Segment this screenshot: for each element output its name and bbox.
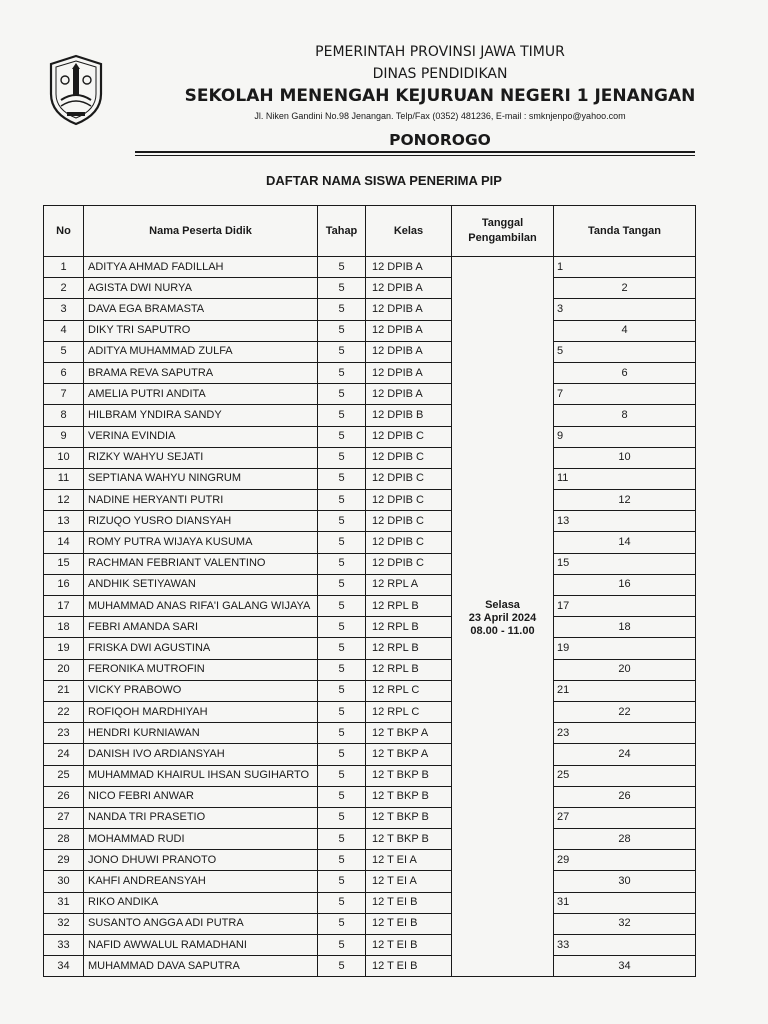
column-header-date-line1: Tanggal xyxy=(481,217,524,229)
row-number: 24 xyxy=(44,744,84,765)
row-stage: 5 xyxy=(318,447,366,468)
signature-slot: 24 xyxy=(554,744,696,765)
row-stage: 5 xyxy=(318,871,366,892)
row-stage: 5 xyxy=(318,278,366,299)
signature-slot: 23 xyxy=(554,723,696,744)
row-class: 12 T BKP A xyxy=(366,744,452,765)
row-stage: 5 xyxy=(318,299,366,320)
student-name: ADITYA MUHAMMAD ZULFA xyxy=(84,341,318,362)
row-number: 22 xyxy=(44,701,84,722)
table-row xyxy=(44,405,696,426)
row-number: 3 xyxy=(44,299,84,320)
row-number: 15 xyxy=(44,553,84,574)
student-name: FEBRI AMANDA SARI xyxy=(84,617,318,638)
signature-slot: 27 xyxy=(554,807,696,828)
signature-slot: 8 xyxy=(554,405,696,426)
student-name: RIZKY WAHYU SEJATI xyxy=(84,447,318,468)
row-class: 12 DPIB A xyxy=(366,341,452,362)
signature-slot: 19 xyxy=(554,638,696,659)
row-number: 17 xyxy=(44,596,84,617)
row-number: 13 xyxy=(44,511,84,532)
row-number: 4 xyxy=(44,320,84,341)
row-number: 2 xyxy=(44,278,84,299)
department-name: DINAS PENDIDIKAN xyxy=(372,66,508,82)
signature-slot: 12 xyxy=(554,490,696,511)
row-number: 25 xyxy=(44,765,84,786)
column-header-date xyxy=(452,206,554,257)
signature-slot: 11 xyxy=(554,468,696,489)
row-class: 12 RPL A xyxy=(366,574,452,595)
signature-slot: 4 xyxy=(554,320,696,341)
row-stage: 5 xyxy=(318,659,366,680)
table-row xyxy=(44,871,696,892)
row-stage: 5 xyxy=(318,405,366,426)
student-name: SEPTIANA WAHYU NINGRUM xyxy=(84,468,318,489)
row-class: 12 DPIB A xyxy=(366,320,452,341)
student-name: VERINA EVINDIA xyxy=(84,426,318,447)
row-class: 12 RPL B xyxy=(366,659,452,680)
row-stage: 5 xyxy=(318,807,366,828)
table-row xyxy=(44,574,696,595)
pickup-day: Selasa xyxy=(485,599,520,612)
row-class: 12 DPIB A xyxy=(366,278,452,299)
student-name: SUSANTO ANGGA ADI PUTRA xyxy=(84,913,318,934)
table-row xyxy=(44,384,696,405)
row-number: 21 xyxy=(44,680,84,701)
signature-slot: 32 xyxy=(554,913,696,934)
row-stage: 5 xyxy=(318,362,366,383)
row-class: 12 T EI B xyxy=(366,935,452,956)
signature-slot: 18 xyxy=(554,617,696,638)
table-row xyxy=(44,553,696,574)
table-row xyxy=(44,807,696,828)
row-number: 7 xyxy=(44,384,84,405)
row-class: 12 RPL C xyxy=(366,680,452,701)
row-class: 12 DPIB A xyxy=(366,362,452,383)
table-row xyxy=(44,913,696,934)
student-name: JONO DHUWI PRANOTO xyxy=(84,850,318,871)
row-number: 1 xyxy=(44,257,84,278)
row-number: 28 xyxy=(44,829,84,850)
row-class: 12 DPIB C xyxy=(366,468,452,489)
row-class: 12 DPIB B xyxy=(366,405,452,426)
row-stage: 5 xyxy=(318,384,366,405)
letterhead-divider xyxy=(135,151,695,153)
row-stage: 5 xyxy=(318,320,366,341)
signature-slot: 22 xyxy=(554,701,696,722)
student-name: HENDRI KURNIAWAN xyxy=(84,723,318,744)
student-name: NICO FEBRI ANWAR xyxy=(84,786,318,807)
row-class: 12 DPIB C xyxy=(366,511,452,532)
signature-slot: 28 xyxy=(554,829,696,850)
row-number: 9 xyxy=(44,426,84,447)
row-stage: 5 xyxy=(318,680,366,701)
pickup-date: 23 April 2024 xyxy=(468,612,537,625)
row-number: 6 xyxy=(44,362,84,383)
student-name: RACHMAN FEBRIANT VALENTINO xyxy=(84,553,318,574)
student-name: VICKY PRABOWO xyxy=(84,680,318,701)
row-stage: 5 xyxy=(318,426,366,447)
row-number: 19 xyxy=(44,638,84,659)
pickup-schedule xyxy=(452,595,553,638)
table-row xyxy=(44,829,696,850)
table-row xyxy=(44,596,696,617)
student-name: ROFIQOH MARDHIYAH xyxy=(84,701,318,722)
student-name: NADINE HERYANTI PUTRI xyxy=(84,490,318,511)
row-stage: 5 xyxy=(318,913,366,934)
student-name: DAVA EGA BRAMASTA xyxy=(84,299,318,320)
row-stage: 5 xyxy=(318,744,366,765)
east-java-province-crest-icon xyxy=(47,54,105,126)
row-stage: 5 xyxy=(318,341,366,362)
signature-slot: 20 xyxy=(554,659,696,680)
signature-slot: 3 xyxy=(554,299,696,320)
row-number: 32 xyxy=(44,913,84,934)
recipient-table-body xyxy=(44,257,696,977)
column-header-class: Kelas xyxy=(366,206,452,257)
row-stage: 5 xyxy=(318,786,366,807)
row-stage: 5 xyxy=(318,468,366,489)
table-row xyxy=(44,257,696,278)
row-number: 27 xyxy=(44,807,84,828)
row-stage: 5 xyxy=(318,617,366,638)
recipient-table xyxy=(43,205,696,977)
row-stage: 5 xyxy=(318,257,366,278)
pickup-schedule-cell xyxy=(452,257,554,977)
student-name: MUHAMMAD ANAS RIFA'I GALANG WIJAYA xyxy=(84,596,318,617)
signature-slot: 29 xyxy=(554,850,696,871)
school-city: PONOROGO xyxy=(389,131,491,149)
student-name: ANDHIK SETIYAWAN xyxy=(84,574,318,595)
row-class: 12 T BKP B xyxy=(366,765,452,786)
row-number: 5 xyxy=(44,341,84,362)
table-row xyxy=(44,850,696,871)
row-class: 12 T BKP B xyxy=(366,807,452,828)
table-row xyxy=(44,511,696,532)
table-row xyxy=(44,320,696,341)
student-name: ADITYA AHMAD FADILLAH xyxy=(84,257,318,278)
school-address: Jl. Niken Gandini No.98 Jenangan. Telp/Fax (0352) 481236, E-mail : smknjenpo@yahoo.com xyxy=(254,111,626,121)
row-stage: 5 xyxy=(318,638,366,659)
table-row xyxy=(44,786,696,807)
row-class: 12 T EI A xyxy=(366,871,452,892)
row-class: 12 DPIB A xyxy=(366,257,452,278)
row-class: 12 T BKP A xyxy=(366,723,452,744)
row-class: 12 DPIB C xyxy=(366,426,452,447)
student-name: FRISKA DWI AGUSTINA xyxy=(84,638,318,659)
signature-slot: 6 xyxy=(554,362,696,383)
signature-slot: 16 xyxy=(554,574,696,595)
signature-slot: 34 xyxy=(554,956,696,977)
row-number: 29 xyxy=(44,850,84,871)
table-row xyxy=(44,278,696,299)
row-class: 12 T BKP B xyxy=(366,829,452,850)
student-name: RIKO ANDIKA xyxy=(84,892,318,913)
row-class: 12 DPIB A xyxy=(366,384,452,405)
signature-slot: 26 xyxy=(554,786,696,807)
signature-slot: 14 xyxy=(554,532,696,553)
row-class: 12 RPL C xyxy=(366,701,452,722)
row-number: 8 xyxy=(44,405,84,426)
row-stage: 5 xyxy=(318,574,366,595)
row-stage: 5 xyxy=(318,829,366,850)
student-name: DIKY TRI SAPUTRO xyxy=(84,320,318,341)
table-row xyxy=(44,701,696,722)
row-number: 14 xyxy=(44,532,84,553)
row-number: 30 xyxy=(44,871,84,892)
signature-slot: 13 xyxy=(554,511,696,532)
signature-slot: 10 xyxy=(554,447,696,468)
signature-slot: 7 xyxy=(554,384,696,405)
letterhead-divider-thin xyxy=(135,155,695,156)
row-class: 12 RPL B xyxy=(366,617,452,638)
student-name: MUHAMMAD KHAIRUL IHSAN SUGIHARTO xyxy=(84,765,318,786)
pickup-time: 08.00 - 11.00 xyxy=(470,625,535,638)
row-stage: 5 xyxy=(318,935,366,956)
signature-slot: 15 xyxy=(554,553,696,574)
table-row xyxy=(44,341,696,362)
row-stage: 5 xyxy=(318,892,366,913)
signature-slot: 30 xyxy=(554,871,696,892)
row-stage: 5 xyxy=(318,765,366,786)
row-class: 12 T EI B xyxy=(366,956,452,977)
table-header-row xyxy=(44,206,696,257)
column-header-name: Nama Peserta Didik xyxy=(84,206,318,257)
row-stage: 5 xyxy=(318,532,366,553)
row-class: 12 T BKP B xyxy=(366,786,452,807)
row-class: 12 RPL B xyxy=(366,596,452,617)
signature-slot: 31 xyxy=(554,892,696,913)
signature-slot: 9 xyxy=(554,426,696,447)
row-number: 18 xyxy=(44,617,84,638)
table-row xyxy=(44,490,696,511)
row-stage: 5 xyxy=(318,596,366,617)
row-number: 33 xyxy=(44,935,84,956)
row-class: 12 DPIB C xyxy=(366,553,452,574)
table-row xyxy=(44,447,696,468)
row-number: 31 xyxy=(44,892,84,913)
row-class: 12 DPIB C xyxy=(366,447,452,468)
signature-slot: 25 xyxy=(554,765,696,786)
government-name: PEMERINTAH PROVINSI JAWA TIMUR xyxy=(315,44,565,60)
row-number: 26 xyxy=(44,786,84,807)
signature-slot: 5 xyxy=(554,341,696,362)
student-name: FERONIKA MUTROFIN xyxy=(84,659,318,680)
row-number: 12 xyxy=(44,490,84,511)
table-row xyxy=(44,468,696,489)
student-name: RIZUQO YUSRO DIANSYAH xyxy=(84,511,318,532)
table-row xyxy=(44,362,696,383)
column-header-date-line2: Pengambilan xyxy=(468,232,537,244)
signature-slot: 33 xyxy=(554,935,696,956)
table-row xyxy=(44,659,696,680)
table-row xyxy=(44,617,696,638)
signature-slot: 2 xyxy=(554,278,696,299)
row-class: 12 T EI B xyxy=(366,913,452,934)
table-row xyxy=(44,532,696,553)
row-class: 12 T EI A xyxy=(366,850,452,871)
row-stage: 5 xyxy=(318,511,366,532)
table-row xyxy=(44,935,696,956)
student-name: MUHAMMAD DAVA SAPUTRA xyxy=(84,956,318,977)
row-stage: 5 xyxy=(318,490,366,511)
table-row xyxy=(44,723,696,744)
row-number: 11 xyxy=(44,468,84,489)
row-class: 12 T EI B xyxy=(366,892,452,913)
student-name: KAHFI ANDREANSYAH xyxy=(84,871,318,892)
table-row xyxy=(44,638,696,659)
row-number: 20 xyxy=(44,659,84,680)
table-row xyxy=(44,892,696,913)
row-stage: 5 xyxy=(318,723,366,744)
row-number: 16 xyxy=(44,574,84,595)
row-stage: 5 xyxy=(318,701,366,722)
table-row xyxy=(44,744,696,765)
row-stage: 5 xyxy=(318,956,366,977)
signature-slot: 17 xyxy=(554,596,696,617)
row-class: 12 DPIB C xyxy=(366,490,452,511)
student-name: DANISH IVO ARDIANSYAH xyxy=(84,744,318,765)
student-name: MOHAMMAD RUDI xyxy=(84,829,318,850)
table-row xyxy=(44,765,696,786)
student-name: AGISTA DWI NURYA xyxy=(84,278,318,299)
signature-slot: 21 xyxy=(554,680,696,701)
column-header-signature: Tanda Tangan xyxy=(554,206,696,257)
table-row xyxy=(44,956,696,977)
row-class: 12 DPIB C xyxy=(366,532,452,553)
column-header-stage: Tahap xyxy=(318,206,366,257)
table-row xyxy=(44,426,696,447)
row-stage: 5 xyxy=(318,850,366,871)
table-row xyxy=(44,299,696,320)
row-number: 34 xyxy=(44,956,84,977)
column-header-no: No xyxy=(44,206,84,257)
table-row xyxy=(44,680,696,701)
signature-slot: 1 xyxy=(554,257,696,278)
student-name: NAFID AWWALUL RAMADHANI xyxy=(84,935,318,956)
row-class: 12 DPIB A xyxy=(366,299,452,320)
student-name: HILBRAM YNDIRA SANDY xyxy=(84,405,318,426)
student-name: BRAMA REVA SAPUTRA xyxy=(84,362,318,383)
school-name: SEKOLAH MENENGAH KEJURUAN NEGERI 1 JENANGAN xyxy=(184,86,696,106)
row-class: 12 RPL B xyxy=(366,638,452,659)
row-number: 23 xyxy=(44,723,84,744)
student-name: AMELIA PUTRI ANDITA xyxy=(84,384,318,405)
row-number: 10 xyxy=(44,447,84,468)
document-title: DAFTAR NAMA SISWA PENERIMA PIP xyxy=(266,173,502,188)
row-stage: 5 xyxy=(318,553,366,574)
student-name: NANDA TRI PRASETIO xyxy=(84,807,318,828)
student-name: ROMY PUTRA WIJAYA KUSUMA xyxy=(84,532,318,553)
